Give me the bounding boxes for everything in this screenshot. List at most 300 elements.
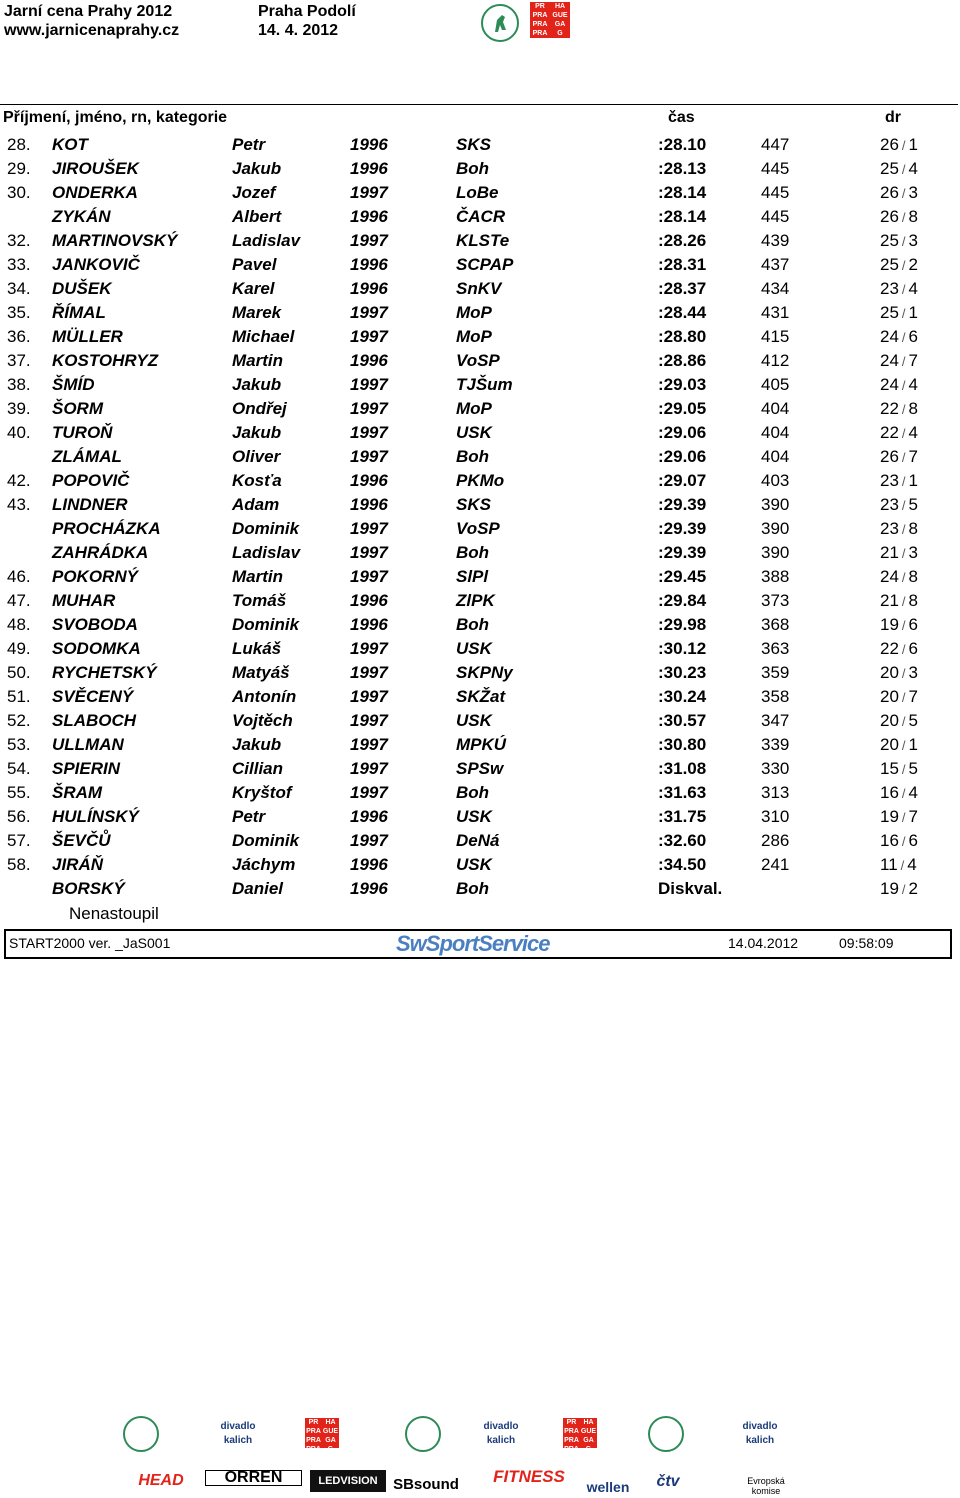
time-cell: :29.39: [658, 495, 707, 514]
praha-logo-cell: GA: [583, 1437, 594, 1444]
club-cell: Boh: [456, 159, 490, 178]
lane-heat-cell: [880, 207, 918, 227]
table-row: [0, 855, 960, 879]
heat-value: 8: [908, 519, 919, 538]
surname-cell: ŠRAM: [52, 783, 103, 802]
firstname-cell: Ondřej: [232, 399, 287, 418]
lane-value: 22: [880, 639, 899, 658]
lane-value: 25: [880, 159, 899, 178]
points-cell: 363: [761, 639, 790, 658]
points-cell: 310: [761, 807, 790, 826]
praha-logo-cell: G: [327, 1446, 334, 1453]
firstname-cell: Martin: [232, 567, 283, 586]
club-cell: USK: [456, 639, 492, 658]
time-cell: :29.06: [658, 423, 707, 442]
surname-cell: ONDERKA: [52, 183, 138, 202]
birth-year-cell: 1997: [350, 375, 388, 394]
separator: /: [901, 354, 906, 369]
praha-logo-cell: G: [585, 1446, 592, 1453]
lane-value: 20: [880, 711, 899, 730]
lane-heat-cell: [880, 591, 918, 611]
separator: /: [901, 738, 906, 753]
surname-cell: ZLÁMAL: [52, 447, 122, 466]
praha-logo: [530, 2, 570, 38]
heat-value: 3: [908, 183, 919, 202]
rank-cell: 34.: [7, 279, 31, 298]
time-cell: Diskval.: [658, 879, 723, 898]
praha-logo-cell: PRA: [564, 1437, 579, 1444]
surname-cell: PROCHÁZKA: [52, 519, 161, 538]
heat-value: 6: [908, 327, 919, 346]
points-cell: 434: [761, 279, 790, 298]
lane-heat-cell: [880, 711, 918, 731]
birth-year-cell: 1996: [350, 351, 388, 370]
table-row: [0, 375, 960, 399]
birth-year-cell: 1997: [350, 303, 388, 322]
column-header-row: [0, 104, 958, 127]
points-cell: 286: [761, 831, 790, 850]
lane-value: 15: [880, 759, 899, 778]
heat-value: 3: [908, 663, 919, 682]
separator: /: [901, 882, 906, 897]
lane-heat-cell: [880, 615, 918, 635]
praha-logo-cell: GA: [554, 21, 566, 28]
lane-heat-cell: [880, 519, 918, 539]
surname-cell: BORSKÝ: [52, 879, 125, 898]
firstname-cell: Daniel: [232, 879, 284, 898]
surname-cell: JIROUŠEK: [52, 159, 139, 178]
lane-heat-cell: [880, 303, 918, 323]
kalich-logo: divadlo kalich: [220, 1421, 256, 1446]
heat-value: 5: [908, 711, 919, 730]
lane-heat-cell: [880, 543, 918, 563]
birth-year-cell: 1996: [350, 879, 388, 898]
lane-heat-cell: [880, 327, 918, 347]
rank-cell: 32.: [7, 231, 31, 250]
praha-logo: [305, 1418, 339, 1453]
firstname-cell: Kryštof: [232, 783, 292, 802]
praha-logo-cell: PRA: [532, 12, 548, 19]
birth-year-cell: 1996: [350, 495, 388, 514]
firstname-cell: Jáchym: [232, 855, 296, 874]
points-cell: 313: [761, 783, 790, 802]
table-row: [0, 351, 960, 375]
club-cell: USK: [456, 711, 492, 730]
surname-cell: SVĚCENÝ: [52, 687, 134, 706]
rank-cell: 47.: [7, 591, 31, 610]
club-cell: SKS: [456, 495, 491, 514]
heat-value: 2: [908, 255, 919, 274]
table-row: [0, 591, 960, 615]
separator: /: [901, 258, 906, 273]
praha-logo-cell: HA: [583, 1419, 594, 1426]
birth-year-cell: 1996: [350, 255, 388, 274]
points-cell: 368: [761, 615, 790, 634]
table-row: [0, 615, 960, 639]
lane-value: 20: [880, 687, 899, 706]
event-website[interactable]: www.jarnicenaprahy.cz: [4, 22, 180, 39]
separator: /: [901, 162, 906, 177]
praha-logo: [563, 1418, 597, 1453]
time-cell: :32.60: [658, 831, 707, 850]
points-cell: 415: [761, 327, 790, 346]
table-row: [0, 831, 960, 855]
firstname-cell: Pavel: [232, 255, 277, 274]
footer-bar: [4, 929, 952, 959]
birth-year-cell: 1996: [350, 207, 388, 226]
lane-heat-cell: [880, 879, 918, 899]
birth-year-cell: 1997: [350, 687, 388, 706]
column-dr-header: dr: [885, 109, 901, 126]
lane-value: 26: [880, 183, 899, 202]
rank-cell: 55.: [7, 783, 31, 802]
lane-value: 26: [880, 207, 899, 226]
time-cell: :29.06: [658, 447, 707, 466]
club-cell: DeNá: [456, 831, 500, 850]
club-cell: MoP: [456, 399, 492, 418]
lane-heat-cell: [880, 255, 918, 275]
surname-cell: ŠMÍD: [52, 375, 95, 394]
heat-value: 4: [908, 423, 919, 442]
lane-value: 16: [880, 783, 899, 802]
firstname-cell: Tomáš: [232, 591, 287, 610]
eu-commission-logo: Evropská komise: [747, 1476, 785, 1496]
surname-cell: JIRÁŇ: [52, 855, 104, 874]
time-cell: :28.10: [658, 135, 707, 154]
praha-logo-cell: PR: [535, 3, 545, 10]
points-cell: 439: [761, 231, 790, 250]
lane-heat-cell: [880, 831, 918, 851]
praha-logo-cell: PRA: [306, 1446, 321, 1453]
separator: /: [901, 810, 906, 825]
heat-value: 6: [908, 831, 919, 850]
birth-year-cell: 1997: [350, 447, 388, 466]
lane-value: 24: [880, 375, 899, 394]
rank-cell: 48.: [7, 615, 31, 634]
venue-block: [258, 2, 356, 40]
rank-cell: 49.: [7, 639, 31, 658]
birth-year-cell: 1997: [350, 735, 388, 754]
surname-cell: RYCHETSKÝ: [52, 663, 157, 682]
club-cell: SlPl: [456, 567, 489, 586]
praha-logo-cell: PRA: [306, 1437, 321, 1444]
separator: /: [901, 498, 906, 513]
rank-cell: 43.: [7, 495, 31, 514]
points-cell: 390: [761, 543, 790, 562]
birth-year-cell: 1996: [350, 135, 388, 154]
separator: /: [901, 618, 906, 633]
lane-heat-cell: [880, 783, 918, 803]
lane-heat-cell: [880, 231, 918, 251]
separator: /: [901, 426, 906, 441]
separator: /: [901, 642, 906, 657]
club-cell: SnKV: [456, 279, 502, 298]
club-cell: SCPAP: [456, 255, 514, 274]
points-cell: 437: [761, 255, 790, 274]
rank-cell: 30.: [7, 183, 31, 202]
separator: /: [901, 546, 906, 561]
club-cell: MPKÚ: [456, 735, 507, 754]
separator: /: [901, 306, 906, 321]
time-cell: :29.07: [658, 471, 707, 490]
kangaroo-club-logo: [123, 1416, 159, 1452]
lane-heat-cell: [880, 399, 918, 419]
time-cell: :30.12: [658, 639, 707, 658]
time-cell: :30.24: [658, 687, 707, 706]
table-row: [0, 135, 960, 159]
birth-year-cell: 1997: [350, 183, 388, 202]
print-date: 14.04.2012: [728, 935, 799, 951]
separator: /: [901, 834, 906, 849]
rank-cell: 29.: [7, 159, 31, 178]
venue-name: Praha Podolí: [258, 3, 356, 20]
club-cell: TJŠum: [456, 375, 513, 394]
birth-year-cell: 1996: [350, 855, 388, 874]
club-cell: SKPNy: [456, 663, 513, 682]
praha-logo-cell: GUE: [580, 1428, 597, 1435]
lane-value: 22: [880, 423, 899, 442]
club-cell: SKŽat: [456, 687, 506, 706]
lane-heat-cell: [880, 735, 918, 755]
club-cell: ZlPK: [456, 591, 495, 610]
lane-heat-cell: [880, 279, 918, 299]
separator: /: [901, 282, 906, 297]
lane-value: 19: [880, 615, 899, 634]
heat-value: 1: [908, 303, 919, 322]
birth-year-cell: 1997: [350, 831, 388, 850]
table-row: [0, 543, 960, 567]
rank-cell: 40.: [7, 423, 31, 442]
lane-heat-cell: [880, 855, 917, 875]
time-cell: :28.31: [658, 255, 707, 274]
club-cell: LoBe: [456, 183, 499, 202]
table-row: [0, 159, 960, 183]
separator: /: [901, 138, 906, 153]
surname-cell: MUHAR: [52, 591, 116, 610]
points-cell: 403: [761, 471, 790, 490]
rank-cell: 37.: [7, 351, 31, 370]
points-cell: 339: [761, 735, 790, 754]
lane-value: 26: [880, 447, 899, 466]
separator: /: [901, 234, 906, 249]
rank-cell: 54.: [7, 759, 31, 778]
event-title: Jarní cena Prahy 2012: [4, 3, 173, 20]
lane-value: 25: [880, 255, 899, 274]
lane-heat-cell: [880, 759, 918, 779]
kalich-logo: divadlo kalich: [483, 1421, 519, 1446]
time-cell: :28.13: [658, 159, 707, 178]
surname-cell: POPOVIČ: [52, 471, 130, 490]
surname-cell: SVOBODA: [52, 615, 138, 634]
time-cell: :30.57: [658, 711, 707, 730]
separator: /: [901, 210, 906, 225]
firstname-cell: Petr: [232, 807, 266, 826]
wellen-logo: wellen: [586, 1479, 630, 1495]
print-time: 09:58:09: [839, 935, 894, 951]
lane-value: 25: [880, 231, 899, 250]
firstname-cell: Jakub: [232, 375, 282, 394]
heat-value: 5: [908, 495, 919, 514]
heat-value: 4: [908, 159, 919, 178]
rank-cell: 36.: [7, 327, 31, 346]
table-row: [0, 735, 960, 759]
time-cell: :29.39: [658, 543, 707, 562]
points-cell: 431: [761, 303, 790, 322]
lane-heat-cell: [880, 471, 918, 491]
surname-cell: KOT: [52, 135, 88, 154]
firstname-cell: Kosťa: [232, 471, 282, 490]
club-cell: Boh: [456, 783, 490, 802]
birth-year-cell: 1996: [350, 807, 388, 826]
surname-cell: POKORNÝ: [52, 567, 138, 586]
time-cell: :29.45: [658, 567, 707, 586]
sportservice-logo: SwSportService: [396, 931, 550, 956]
time-cell: :28.26: [658, 231, 707, 250]
rank-cell: 38.: [7, 375, 31, 394]
surname-cell: DUŠEK: [52, 279, 112, 298]
time-cell: :28.14: [658, 207, 707, 226]
lane-heat-cell: [880, 807, 918, 827]
points-cell: 404: [761, 447, 790, 466]
event-header: [4, 2, 179, 40]
table-row: [0, 207, 960, 231]
table-row: [0, 879, 960, 903]
time-cell: :29.84: [658, 591, 707, 610]
rank-cell: 46.: [7, 567, 31, 586]
table-row: [0, 327, 960, 351]
kangaroo-club-logo: [481, 4, 519, 42]
time-cell: :30.80: [658, 735, 707, 754]
birth-year-cell: 1997: [350, 567, 388, 586]
lane-value: 20: [880, 735, 899, 754]
heat-value: 1: [908, 471, 919, 490]
table-row: [0, 447, 960, 471]
time-cell: :28.37: [658, 279, 707, 298]
club-cell: MoP: [456, 303, 492, 322]
lane-value: 23: [880, 495, 899, 514]
lane-value: 16: [880, 831, 899, 850]
time-cell: :31.75: [658, 807, 707, 826]
praha-logo-cell: PRA: [532, 30, 548, 37]
praha-logo-cell: PRA: [564, 1428, 579, 1435]
table-row: [0, 567, 960, 591]
surname-cell: MARTINOVSKÝ: [52, 231, 178, 250]
club-cell: VoSP: [456, 519, 500, 538]
surname-cell: ŘÍMAL: [52, 303, 106, 322]
firstname-cell: Dominik: [232, 519, 300, 538]
club-cell: KLSTe: [456, 231, 510, 250]
separator: /: [900, 858, 905, 873]
club-cell: PKMo: [456, 471, 505, 490]
firstname-cell: Petr: [232, 135, 266, 154]
separator: /: [901, 330, 906, 345]
orren-logo: ORREN: [205, 1470, 302, 1486]
separator: /: [901, 474, 906, 489]
head-logo: HEAD: [138, 1472, 184, 1489]
heat-value: 4: [908, 375, 919, 394]
lane-value: 24: [880, 351, 899, 370]
kangaroo-club-logo: [405, 1416, 441, 1452]
club-cell: SKS: [456, 135, 491, 154]
surname-cell: ULLMAN: [52, 735, 124, 754]
points-cell: 404: [761, 399, 790, 418]
firstname-cell: Ladislav: [232, 231, 301, 250]
praha-logo-cell: PRA: [306, 1428, 321, 1435]
lane-heat-cell: [880, 567, 918, 587]
lane-heat-cell: [880, 183, 918, 203]
table-row: [0, 183, 960, 207]
table-row: [0, 303, 960, 327]
rank-cell: 50.: [7, 663, 31, 682]
sbsound-logo: SBsound: [393, 1476, 459, 1493]
software-version: START2000 ver. _JaS001: [9, 935, 171, 951]
club-cell: Boh: [456, 879, 490, 898]
club-cell: USK: [456, 807, 492, 826]
table-row: [0, 783, 960, 807]
club-cell: USK: [456, 423, 492, 442]
lane-value: 20: [880, 663, 899, 682]
kangaroo-icon: [483, 6, 517, 40]
heat-value: 8: [908, 399, 919, 418]
points-cell: 447: [761, 135, 790, 154]
table-row: [0, 807, 960, 831]
ledvision-logo: LEDVISION: [310, 1470, 386, 1492]
birth-year-cell: 1997: [350, 423, 388, 442]
rank-cell: 42.: [7, 471, 31, 490]
time-cell: :29.39: [658, 519, 707, 538]
surname-cell: ZYKÁN: [52, 207, 111, 226]
lane-value: 21: [880, 591, 899, 610]
surname-cell: SLABOCH: [52, 711, 137, 730]
birth-year-cell: 1996: [350, 615, 388, 634]
firstname-cell: Oliver: [232, 447, 281, 466]
birth-year-cell: 1997: [350, 327, 388, 346]
rank-cell: 51.: [7, 687, 31, 706]
heat-value: 4: [908, 783, 919, 802]
separator: /: [901, 594, 906, 609]
birth-year-cell: 1997: [350, 759, 388, 778]
table-row: [0, 639, 960, 663]
separator: /: [901, 450, 906, 465]
firstname-cell: Jozef: [232, 183, 276, 202]
points-cell: 445: [761, 183, 790, 202]
time-cell: :28.80: [658, 327, 707, 346]
table-row: [0, 279, 960, 303]
heat-value: 6: [908, 639, 919, 658]
points-cell: 359: [761, 663, 790, 682]
club-cell: VoSP: [456, 351, 500, 370]
column-time-header: čas: [668, 109, 695, 126]
lane-heat-cell: [880, 687, 918, 707]
club-cell: Boh: [456, 543, 490, 562]
points-cell: 347: [761, 711, 790, 730]
lane-heat-cell: [880, 447, 918, 467]
points-cell: 390: [761, 495, 790, 514]
separator: /: [901, 690, 906, 705]
birth-year-cell: 1997: [350, 639, 388, 658]
points-cell: 358: [761, 687, 790, 706]
praha-logo-cell: GUE: [552, 12, 568, 19]
praha-logo-cell: HA: [554, 3, 566, 10]
rank-cell: 28.: [7, 135, 31, 154]
firstname-cell: Marek: [232, 303, 282, 322]
birth-year-cell: 1997: [350, 663, 388, 682]
birth-year-cell: 1996: [350, 591, 388, 610]
birth-year-cell: 1997: [350, 399, 388, 418]
heat-value: 1: [908, 735, 919, 754]
birth-year-cell: 1997: [350, 231, 388, 250]
table-row: [0, 231, 960, 255]
